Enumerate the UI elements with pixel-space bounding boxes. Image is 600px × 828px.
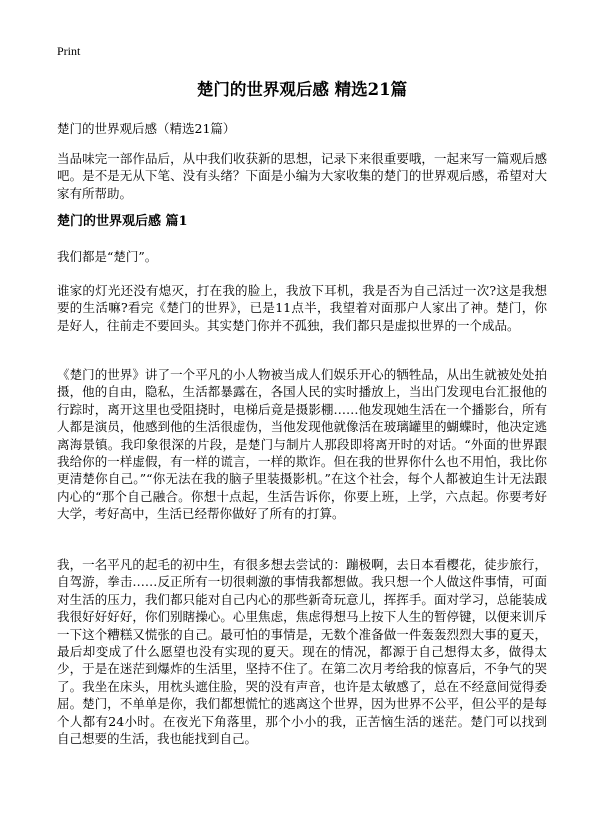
paragraph-4: 我，一名平凡的起毛的初中生，有很多想去尝试的：蹦极啊，去日本看樱花，徒步旅行，自驾游，拳击……反正所有一切很刺激的事情我都想做。我只想一个人做这件事情，可面对生活的压力，我们都只能对自己内心的那些新奇玩意儿，挥挥手。面对学习，总能装成我很好好好好，你们别瞎操心。心里焦虑，焦虑得想马上按下人生的暂停键，以便来训斥一下这个糟糕又慌张的自己。最可怕的事情是，无数个准备做一件轰轰烈烈大事的夏天，最后却变成了什么愿望也没有实现的夏天。现在的情况，都源于自己想得太多，做得太少，于是在迷茫到爆炸的生活里，坚持不住了。在第二次月考给我的惊喜后，不争气的哭了。我坐在床头，用枕头遮住脸，哭的没有声音，也许是太敏感了，总在不经意间觉得委屈。楚门，不单单是你，我们都想慌忙的逃离这个世界，因为世界不公平，但公平的是每个人都有24小时。在夜光下角落里，那个小小的我，正苦恼生活的迷茫。楚门可以找到自己想要的生活，我也能找到自己。 [57, 557, 547, 747]
intro-paragraph: 当品味完一部作品后，从中我们收获新的思想，记录下来很重要哦，一起来写一篇观后感吧。是不是无从下笔、没有头绪？下面是小编为大家收集的楚门的世界观后感，希望对大家有所帮助。 [57, 151, 547, 201]
paragraph-2: 谁家的灯光还没有熄灭，打在我的脸上，我放下耳机，我是否为自己活过一次?这是我想要的生活嘛?看完《楚门的世界》，已是11点半，我望着对面那户人家出了神。楚门，你是好人，往前走不要回头。其实楚门你并不孤独，我们都只是虚拟世界的一个成品。 [57, 283, 547, 333]
document-subtitle: 楚门的世界观后感（精选21篇） [57, 121, 236, 136]
print-link[interactable]: Print [57, 44, 81, 58]
document-title: 楚门的世界观后感 精选21篇 [196, 80, 408, 99]
paragraph-1: 我们都是“楚门”。 [57, 249, 158, 264]
paragraph-3: 《楚门的世界》讲了一个平凡的小人物被当成人们娱乐开心的牺牲品，从出生就被处处拍摄，他的自由，隐私，生活都暴露在，各国人民的实时播放上，当出门发现电台汇报他的行踪时，离开这里也受阻挠时，电梯后竟是摄影棚……他发现她生活在一个播影台，所有人都是演员，他感到他的生活很虚伪，当他发现他就像活在玻璃罐里的蝴蝶时，他决定逃离海景镇。我印象很深的片段，是楚门与制片人那段即将离开时的对话。“外面的世界跟我给你的一样虚假，有一样的谎言，一样的欺诈。但在我的世界你什么也不用怕，我比你更清楚你自己。”“你无法在我的脑子里装摄影机。”在这个社会，每个人都被迫生计无法跟内心的“那个自己融合。你想十点起，生活告诉你，你要上班，上学，六点起。你要考好大学，考好高中，生活已经帮你做好了所有的打算。 [57, 367, 547, 522]
section-heading: 楚门的世界观后感 篇1 [57, 214, 188, 229]
